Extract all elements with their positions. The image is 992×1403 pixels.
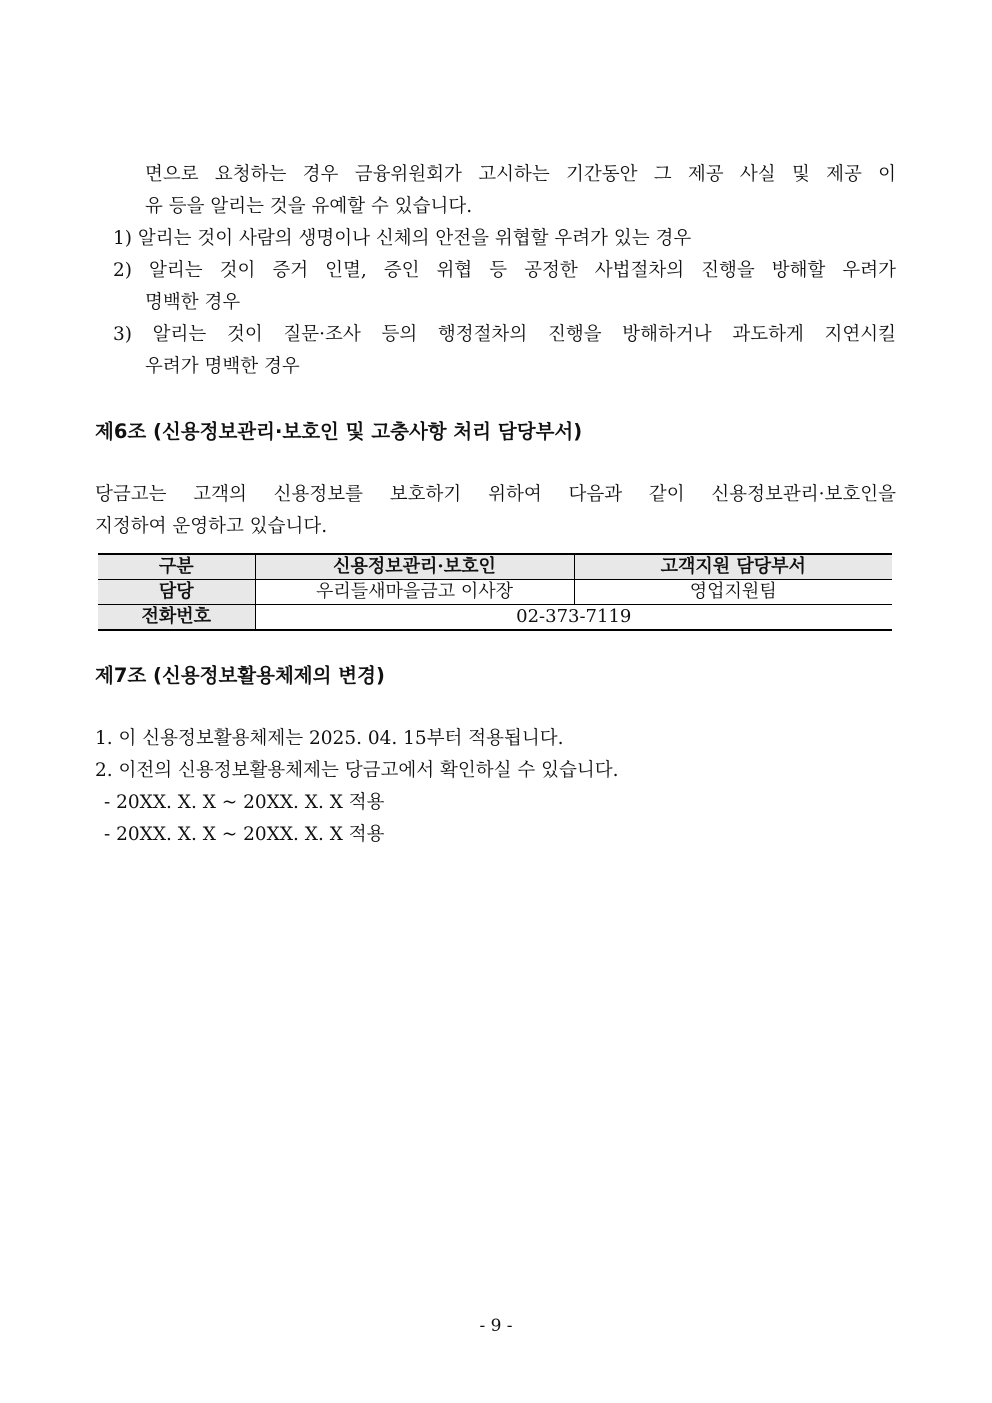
- table-row-manager: [98, 580, 892, 605]
- table-row-phone: [98, 605, 892, 631]
- table-row-label-manager: 담당: [98, 580, 255, 605]
- table-header-support-dept: 고객지원 담당부서: [574, 554, 892, 580]
- article6-paragraph-line-2: 지정하여 운영하고 있습니다.: [95, 516, 328, 537]
- article7-history-item: - 20XX. X. X ~ 20XX. X. X 적용: [104, 824, 385, 845]
- article5-item-3-line-1: 3) 알리는 것이 질문·조사 등의 행정절차의 진행을 방해하거나 과도하게 지연시킬: [113, 324, 896, 345]
- table-cell-protector: 우리들새마을금고 이사장: [255, 580, 574, 605]
- article5-item-3-line-2: 우려가 명백한 경우: [145, 356, 300, 377]
- article6-heading: 제6조 (신용정보관리·보호인 및 고충사항 처리 담당부서): [95, 420, 583, 443]
- article5-item-2-line-2: 명백한 경우: [145, 292, 241, 313]
- table-header-category: 구분: [98, 554, 255, 580]
- page-number: - 9 -: [479, 1316, 513, 1336]
- table-header-protector: 신용정보관리·보호인: [255, 554, 574, 580]
- article7-history-item: - 20XX. X. X ~ 20XX. X. X 적용: [104, 792, 385, 813]
- table-row-label-phone: 전화번호: [98, 605, 255, 631]
- table-cell-phone-number: 02-373-7119: [255, 605, 892, 631]
- table-cell-support-dept: 영업지원팀: [574, 580, 892, 605]
- article5-continuation-line-2: 유 등을 알리는 것을 유예할 수 있습니다.: [145, 196, 473, 217]
- table-header-row: [98, 554, 892, 580]
- article6-paragraph-line-1: 당금고는 고객의 신용정보를 보호하기 위하여 다음과 같이 신용정보관리·보호인을: [95, 484, 896, 505]
- article7-item-2: 2. 이전의 신용정보활용체제는 당금고에서 확인하실 수 있습니다.: [95, 760, 619, 781]
- article7-item-1: 1. 이 신용정보활용체제는 2025. 04. 15부터 적용됩니다.: [95, 728, 564, 749]
- article5-item-1: 1) 알리는 것이 사람의 생명이나 신체의 안전을 위협할 우려가 있는 경우: [113, 228, 692, 249]
- article5-item-2-line-1: 2) 알리는 것이 증거 인멸, 증인 위협 등 공정한 사법절차의 진행을 방해할 우려가: [113, 260, 896, 281]
- article7-heading: 제7조 (신용정보활용체제의 변경): [95, 664, 385, 687]
- credit-info-manager-table: [98, 553, 892, 631]
- article5-continuation-line-1: 면으로 요청하는 경우 금융위원회가 고시하는 기간동안 그 제공 사실 및 제공 이: [145, 164, 896, 185]
